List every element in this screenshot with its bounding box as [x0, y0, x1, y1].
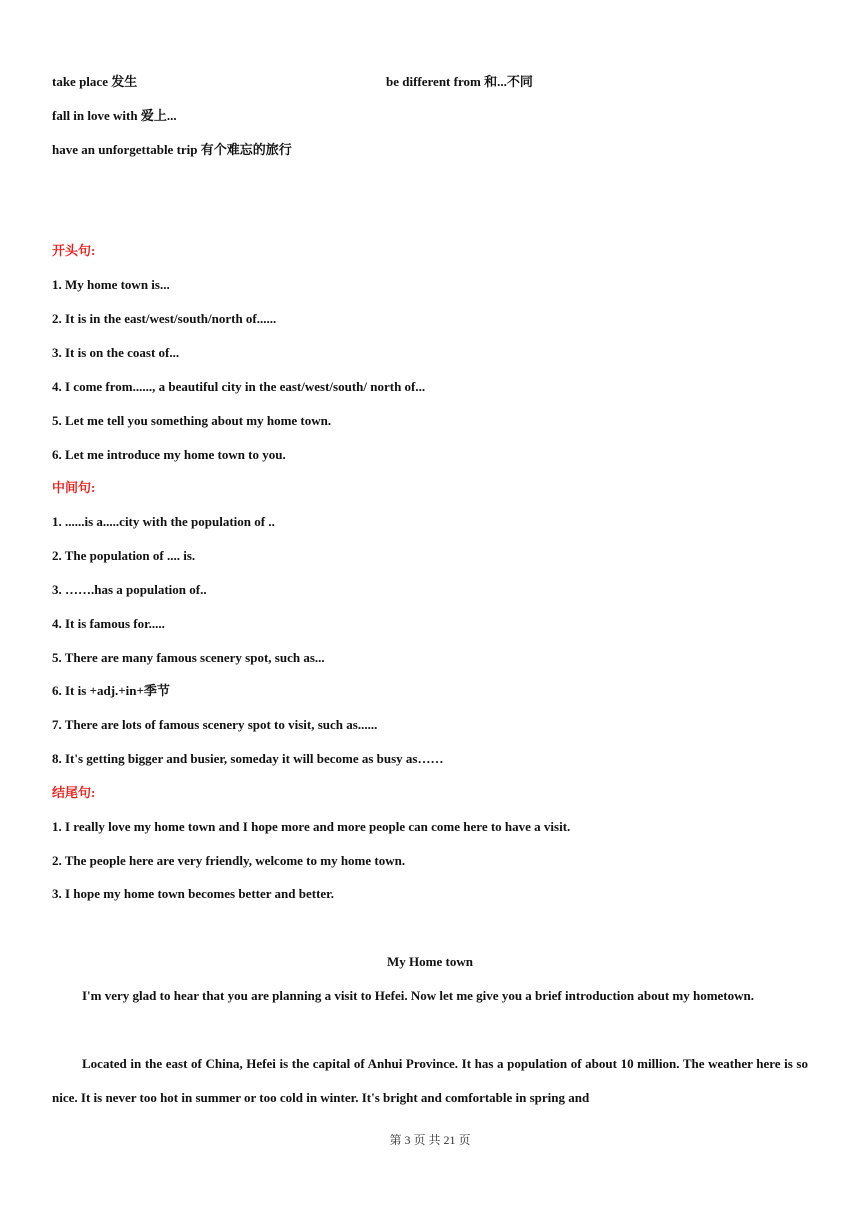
middle-item: 1. ......is a.....city with the population of .. — [52, 514, 275, 529]
opening-item: 3. It is on the coast of... — [52, 345, 180, 360]
opening-item: 5. Let me tell you something about my home town. — [52, 413, 332, 428]
opening-item: 2. It is in the east/west/south/north of...... — [52, 311, 277, 326]
ending-heading: 结尾句: — [52, 785, 96, 800]
middle-heading: 中间句: — [52, 480, 96, 495]
opening-item: 4. I come from......, a beautiful city in the east/west/south/ north of... — [52, 379, 426, 394]
phrase-be-different-from: be different from 和...不同 — [386, 74, 533, 89]
page-number: 第 3 页 共 21 页 — [389, 1133, 471, 1147]
phrase-fall-in-love: fall in love with 爱上... — [52, 108, 177, 123]
essay-paragraph: Located in the east of China, Hefei is the capital of Anhui Province. It has a population of about 10 million. The weather here is so nice. It is never too hot in summer or too cold in winter. It's bright and comfortable in spring and — [52, 1056, 808, 1105]
middle-item: 4. It is famous for..... — [52, 616, 165, 631]
opening-item: 1. My home town is... — [52, 277, 170, 292]
middle-item: 6. It is +adj.+in+季节 — [52, 683, 170, 698]
opening-heading: 开头句: — [52, 243, 96, 258]
middle-item: 7. There are lots of famous scenery spot to visit, such as...... — [52, 717, 378, 732]
ending-item: 3. I hope my home town becomes better and better. — [52, 886, 335, 901]
middle-item: 2. The population of .... is. — [52, 548, 196, 563]
essay-title: My Home town — [387, 954, 473, 969]
phrase-unforgettable-trip: have an unforgettable trip 有个难忘的旅行 — [52, 142, 292, 157]
ending-item: 2. The people here are very friendly, welcome to my home town. — [52, 853, 406, 868]
opening-item: 6. Let me introduce my home town to you. — [52, 447, 286, 462]
essay-paragraph: I'm very glad to hear that you are planning a visit to Hefei. Now let me give you a brief introduction about my hometown. — [82, 988, 755, 1003]
middle-item: 3. …….has a population of.. — [52, 582, 207, 597]
middle-item: 5. There are many famous scenery spot, such as... — [52, 650, 325, 665]
ending-item: 1. I really love my home town and I hope more and more people can come here to have a visit. — [52, 819, 571, 834]
middle-item: 8. It's getting bigger and busier, someday it will become as busy as…… — [52, 751, 444, 766]
phrase-take-place: take place 发生 — [52, 74, 138, 89]
